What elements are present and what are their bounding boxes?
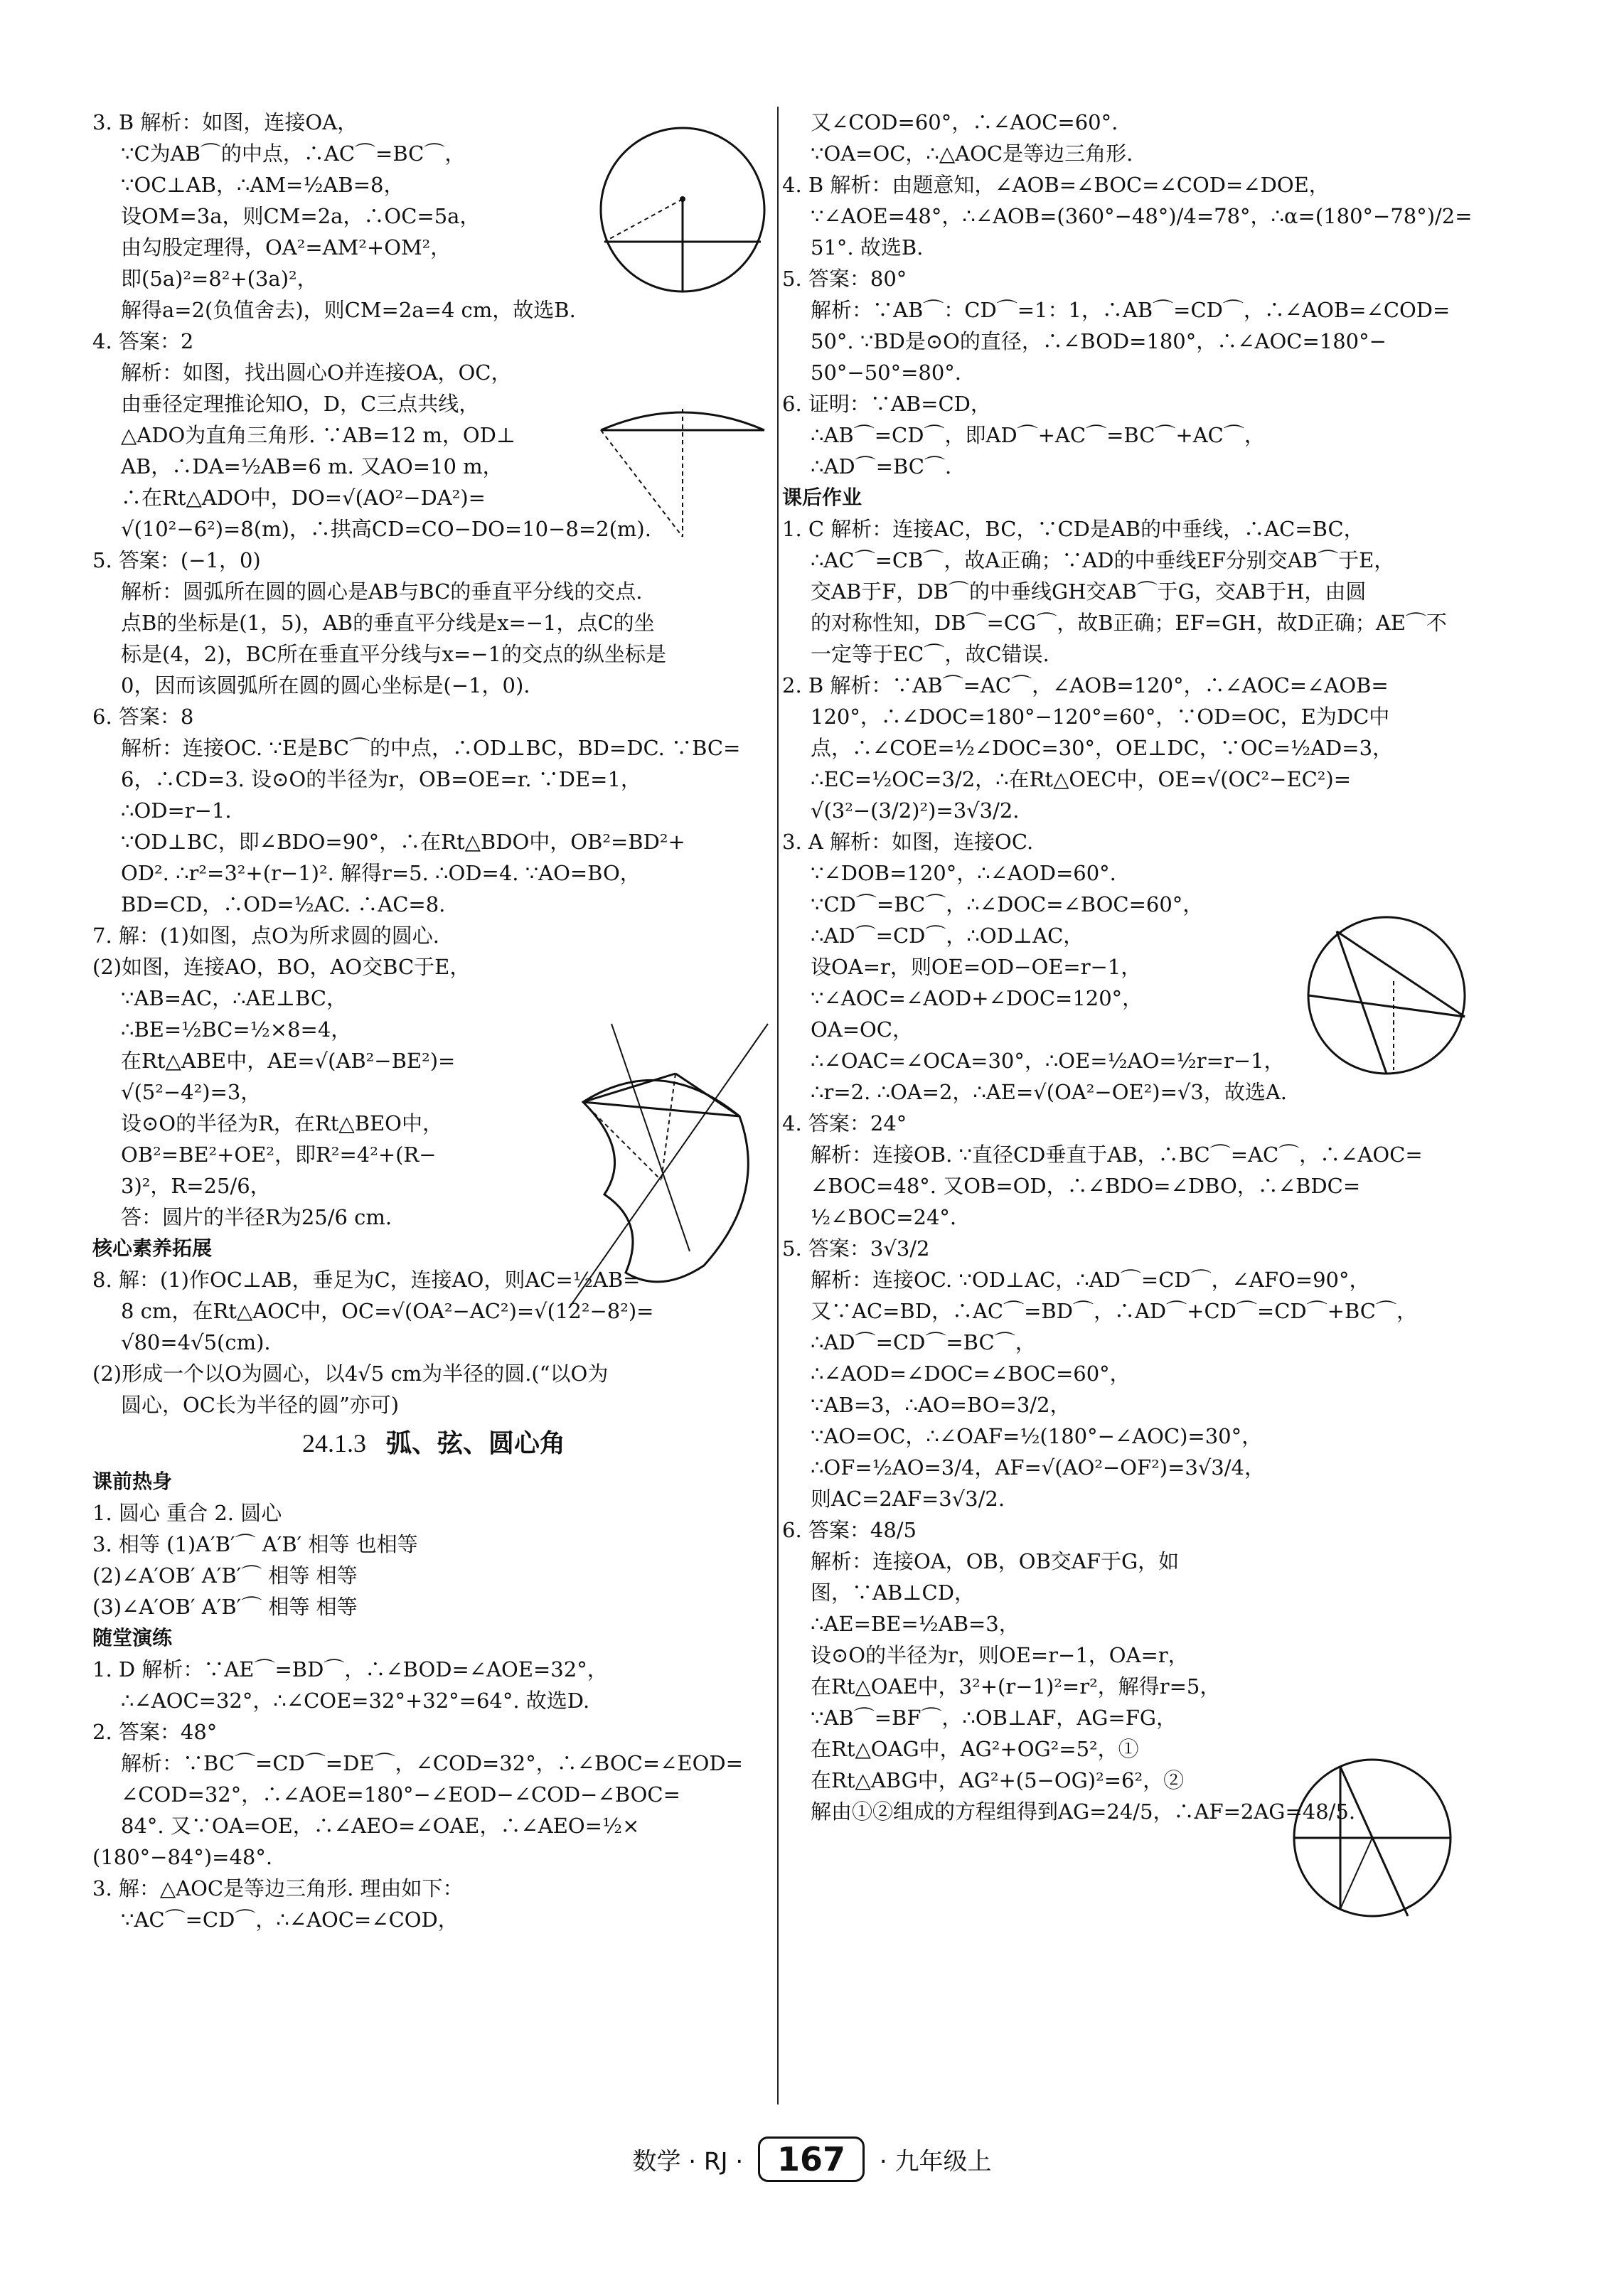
text-line: 即(5a)²=8²+(3a)²，: [121, 267, 318, 291]
text-line: 解析：如图，找出圆心O并连接OA，OC，: [121, 360, 512, 385]
text-line: 1. C 解析：连接AC，BC，∵CD是AB的中垂线，∴AC=BC，: [782, 517, 1364, 541]
text-line: 解析：∵AB⌒：CD⌒=1：1，∴AB⌒=CD⌒，∴∠AOB=∠COD=: [811, 298, 1451, 322]
text-line: OB²=BE²+OE²，即R²=4²+(R−: [121, 1143, 437, 1167]
text-line: ∵C为AB⌒的中点，∴AC⌒=BC⌒，: [121, 141, 466, 166]
text-line: 3. 相等 (1)A′B′⌒ A′B′ 相等 也相等: [92, 1532, 418, 1556]
page-footer: [0, 2136, 1624, 2182]
figure-circle-r3: [1294, 903, 1479, 1088]
text-line: ½∠BOC=24°.: [811, 1205, 957, 1229]
text-line: 120°，∴∠DOC=180°−120°=60°，∵OD=OC，E为DC中: [811, 705, 1390, 729]
text-line: 设OM=3a，则CM=2a，∴OC=5a，: [121, 204, 481, 228]
text-line: 解析：圆弧所在圆的圆心是AB与BC的垂直平分线的交点.: [121, 579, 643, 604]
section-number: 24.1.3: [301, 1429, 366, 1458]
text-line: ∴在Rt△ADO中，DO=√(AO²−DA²)=: [121, 486, 486, 510]
figure-circle-3: [590, 117, 775, 309]
footer-right: · 九年级上: [879, 2147, 992, 2176]
text-line: √80=4√5(cm).: [121, 1330, 271, 1354]
text-line: (2)∠A′OB′ A′B′⌒ 相等 相等: [92, 1563, 358, 1588]
text-line: (3)∠A′OB′ A′B′⌒ 相等 相等: [92, 1595, 358, 1619]
text-line: 6，∴CD=3. 设⊙O的半径为r，OB=OE=r. ∵DE=1，: [121, 767, 641, 791]
text-line: ∠BOC=48°. 又OB=OD，∴∠BDO=∠DBO，∴∠BDC=: [811, 1174, 1361, 1198]
text-line: ∵OD⊥BC，即∠BDO=90°，∴在Rt△BDO中，OB²=BD²+: [121, 830, 685, 854]
text-line: ∴OF=½AO=3/4，AF=√(AO²−OF²)=3√3/4，: [811, 1455, 1265, 1480]
text-line: 由勾股定理得，OA²=AM²+OM²，: [121, 235, 452, 260]
figure-arch-4: [590, 377, 775, 562]
text-line: 则AC=2AF=3√3/2.: [811, 1487, 1005, 1511]
text-line: 3. 解：△AOC是等边三角形. 理由如下：: [92, 1876, 464, 1900]
text-line: ∴AE=BE=½AB=3，: [811, 1612, 1020, 1636]
footer-left: 数学 · RJ ·: [632, 2147, 744, 2176]
text-line: 随堂演练: [92, 1626, 173, 1649]
text-line: ∴EC=½OC=3/2，∴在Rt△OEC中，OE=√(OC²−EC²)=: [811, 767, 1352, 791]
text-line: 6. 答案：48/5: [782, 1518, 917, 1542]
text-line: 6. 答案：8: [92, 705, 194, 729]
text-line: ∵OA=OC，∴△AOC是等边三角形.: [811, 141, 1133, 166]
text-line: 交AB于F，DB⌒的中垂线GH交AB⌒于G，交AB于H，由圆: [811, 579, 1367, 604]
text-line: 解析：连接OA，OB，OB交AF于G，如: [811, 1549, 1180, 1573]
text-line: 51°. 故选B.: [811, 235, 924, 260]
figure-circle-r6: [1266, 1753, 1479, 1937]
text-line: 50°−50°=80°.: [811, 360, 962, 385]
text-line: 4. 答案：24°: [782, 1111, 907, 1135]
text-line: 在Rt△OAG中，AG²+OG²=5²，①: [811, 1737, 1139, 1761]
text-line: ∠COD=32°，∴∠AOE=180°−∠EOD−∠COD−∠BOC=: [121, 1782, 680, 1807]
text-line: 6. 证明：∵AB=CD，: [782, 392, 991, 416]
text-line: 0，因而该圆弧所在圆的圆心坐标是(−1，0).: [121, 673, 530, 697]
text-line: 设OA=r，则OE=OD−OE=r−1，: [811, 955, 1142, 979]
text-line: √(3²−(3/2)²)=3√3/2.: [811, 798, 1020, 823]
text-line: 1. D 解析：∵AE⌒=BD⌒，∴∠BOD=∠AOE=32°，: [92, 1657, 608, 1681]
text-line: ∵AO=OC，∴∠OAF=½(180°−∠AOC)=30°，: [811, 1424, 1263, 1448]
text-line: √(5²−4²)=3，: [121, 1080, 262, 1104]
text-line: AB，∴DA=½AB=6 m. 又AO=10 m，: [121, 454, 503, 478]
text-line: 解由①②组成的方程组得到AG=24/5，∴AF=2AG=48/5.: [811, 1799, 1356, 1824]
text-line: ∴AD⌒=CD⌒，∴OD⊥AC，: [811, 924, 1084, 948]
text-line: 3)²，R=25/6，: [121, 1174, 271, 1198]
text-line: 圆心，OC长为半径的圆”亦可): [121, 1393, 400, 1417]
text-line: ∴∠OAC=∠OCA=30°，∴OE=½AO=½r=r−1，: [811, 1049, 1285, 1073]
text-line: 在Rt△ABE中，AE=√(AB²−BE²)=: [121, 1049, 456, 1073]
text-line: 5. 答案：80°: [782, 267, 907, 291]
text-line: OD². ∴r²=3²+(r−1)². 解得r=5. ∴OD=4. ∵AO=BO，: [121, 861, 641, 885]
text-line: ∴∠AOD=∠DOC=∠BOC=60°，: [811, 1362, 1131, 1386]
text-line: 5. 答案：3√3/2: [782, 1236, 930, 1261]
text-line: 3. A 解析：如图，连接OC.: [782, 830, 1034, 854]
text-line: ∵∠AOE=48°，∴∠AOB=(360°−48°)/4=78°，∴α=(180°−78°)/2=: [811, 204, 1473, 228]
text-line: ∵∠DOB=120°，∴∠AOD=60°.: [811, 861, 1116, 885]
text-line: (180°−84°)=48°.: [92, 1845, 273, 1869]
text-line: ∵AB=AC，∴AE⊥BC，: [121, 986, 348, 1010]
text-line: 标是(4，2)，BC所在垂直平分线与x=−1的交点的纵坐标是: [121, 642, 666, 666]
section-text: 弧、弦、圆心角: [385, 1428, 565, 1458]
text-line: 2. B 解析：∵AB⌒=AC⌒，∠AOB=120°，∴∠AOC=∠AOB=: [782, 673, 1389, 697]
text-line: 8 cm，在Rt△AOC中，OC=√(OA²−AC²)=√(12²−8²)=: [121, 1299, 654, 1323]
text-line: 解得a=2(负值舍去)，则CM=2a=4 cm，故选B.: [121, 298, 576, 322]
text-line: 解析：∵BC⌒=CD⌒=DE⌒，∠COD=32°，∴∠BOC=∠EOD=: [121, 1751, 743, 1775]
text-line: 解析：连接OC. ∵OD⊥AC，∴AD⌒=CD⌒，∠AFO=90°，: [811, 1268, 1370, 1292]
text-line: 3. B 解析：如图，连接OA，: [92, 110, 358, 134]
text-line: (2)如图，连接AO，BO，AO交BC于E，: [92, 955, 471, 979]
text-line: 在Rt△ABG中，AG²+(5−OG)²=6²，②: [811, 1768, 1185, 1792]
text-line: ∴∠AOC=32°，∴∠COE=32°+32°=64°. 故选D.: [121, 1689, 590, 1713]
text-line: 课后作业: [782, 486, 862, 509]
text-line: 2. 答案：48°: [92, 1720, 218, 1744]
text-line: 1. 圆心 重合 2. 圆心: [92, 1501, 282, 1525]
text-line: 又∠COD=60°，∴∠AOC=60°.: [811, 110, 1118, 134]
text-line: ∵CD⌒=BC⌒，∴∠DOC=∠BOC=60°，: [811, 892, 1204, 916]
text-line: 设⊙O的半径为R，在Rt△BEO中，: [121, 1111, 443, 1135]
text-line: 的对称性知，DB⌒=CG⌒，故B正确；EF=GH，故D正确；AE⌒不: [811, 611, 1447, 635]
text-line: ∴AD⌒=BC⌒.: [811, 454, 952, 478]
text-line: ∵AB=3，∴AO=BO=3/2，: [811, 1393, 1071, 1417]
text-line: OA=OC，: [811, 1017, 913, 1042]
text-line: 课前热身: [92, 1470, 173, 1493]
text-line: 核心素养拓展: [92, 1236, 213, 1260]
text-line: 50°. ∵BD是⊙O的直径，∴∠BOD=180°，∴∠AOC=180°−: [811, 329, 1387, 353]
text-line: 解析：连接OC. ∵E是BC⌒的中点，∴OD⊥BC，BD=DC. ∵BC=: [121, 736, 741, 760]
text-line: 7. 解：(1)如图，点O为所求圆的圆心.: [92, 924, 439, 948]
text-line: ∴BE=½BC=½×8=4，: [121, 1017, 352, 1042]
text-line: 由垂径定理推论知O，D，C三点共线，: [121, 392, 480, 416]
text-line: ∵OC⊥AB，∴AM=½AB=8，: [121, 173, 405, 197]
text-line: √(10²−6²)=8(m)，∴拱高CD=CO−DO=10−8=2(m).: [121, 517, 651, 541]
text-line: BD=CD，∴OD=½AC. ∴AC=8.: [121, 892, 446, 916]
text-line: ∴r=2. ∴OA=2，∴AE=√(OA²−OE²)=√3，故选A.: [811, 1080, 1287, 1104]
text-line: 点，∴∠COE=½∠DOC=30°，OE⊥DC，∵OC=½AD=3，: [811, 736, 1394, 760]
text-line: 8. 解：(1)作OC⊥AB，垂足为C，连接AO，则AC=½AB=: [92, 1268, 641, 1292]
page-number: 167: [758, 2136, 865, 2182]
text-line: 5. 答案：(−1，0): [92, 548, 261, 572]
text-line: 一定等于EC⌒，故C错误.: [811, 642, 1049, 666]
text-line: 设⊙O的半径为r，则OE=r−1，OA=r，: [811, 1643, 1189, 1667]
text-line: 点B的坐标是(1，5)，AB的垂直平分线是x=−1，点C的坐: [121, 611, 655, 635]
text-line: ∵AC⌒=CD⌒，∴∠AOC=∠COD，: [121, 1908, 459, 1932]
text-line: △ADO为直角三角形. ∵AB=12 m，OD⊥: [121, 423, 516, 447]
text-line: 4. B 解析：由题意知，∠AOB=∠BOC=∠COD=∠DOE，: [782, 173, 1330, 197]
text-line: ∴AD⌒=CD⌒=BC⌒，: [811, 1330, 1036, 1354]
text-line: ∴AC⌒=CB⌒，故A正确；∵AD的中垂线EF分别交AB⌒于E，: [811, 548, 1395, 572]
text-line: (2)形成一个以O为圆心，以4√5 cm为半径的圆.(“以O为: [92, 1362, 609, 1386]
text-line: 又∵AC=BD，∴AC⌒=BD⌒，∴AD⌒+CD⌒=CD⌒+BC⌒，: [811, 1299, 1417, 1323]
text-line: ∴OD=r−1.: [121, 798, 232, 823]
text-line: 答：圆片的半径R为25/6 cm.: [121, 1205, 392, 1229]
text-line: ∵∠AOC=∠AOD+∠DOC=120°，: [811, 986, 1143, 1010]
text-line: 4. 答案：2: [92, 329, 194, 353]
left-lines-2: [92, 1466, 775, 1935]
text-line: ∵AB⌒=BF⌒，∴OB⊥AF，AG=FG，: [811, 1706, 1177, 1730]
section-title: [92, 1428, 775, 1459]
text-line: 在Rt△OAE中，3²+(r−1)²=r²，解得r=5，: [811, 1674, 1221, 1699]
figure-broken-disc-7: [555, 1010, 782, 1308]
text-line: 图，∵AB⊥CD，: [811, 1581, 975, 1605]
text-line: ∴AB⌒=CD⌒，即AD⌒+AC⌒=BC⌒+AC⌒，: [811, 423, 1265, 447]
text-line: 解析：连接OB. ∵直径CD垂直于AB，∴BC⌒=AC⌒，∴∠AOC=: [811, 1143, 1423, 1167]
text-line: 84°. 又∵OA=OE，∴∠AEO=∠OAE，∴∠AEO=½×: [121, 1814, 640, 1838]
